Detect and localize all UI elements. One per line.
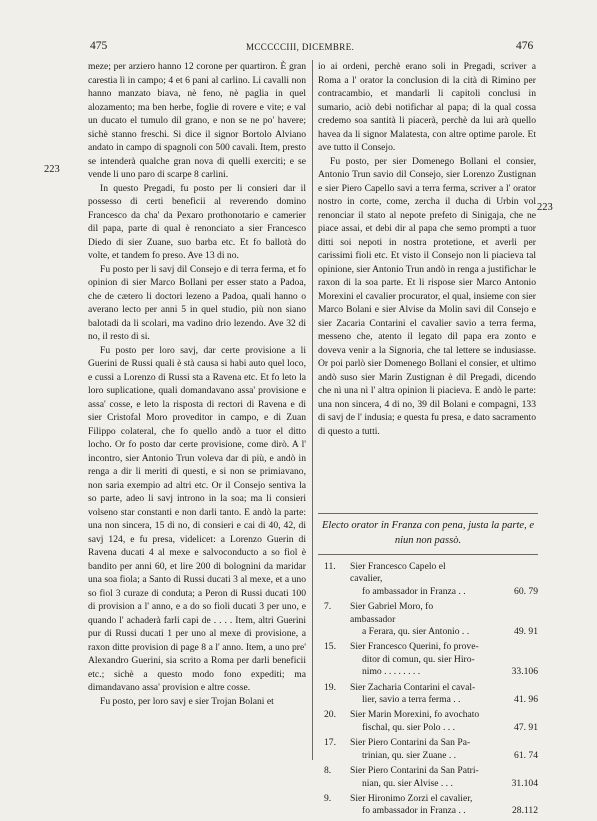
candidate-description (350, 561, 480, 598)
candidate-line: ditor di comun, qu. sier Hiro- (362, 653, 475, 665)
candidate-line: Sier Marin Morexini, fo avochato (350, 709, 480, 721)
vote-ballot-number: 8. (324, 765, 332, 777)
vote-row (318, 709, 538, 734)
vote-ballot-number: 17. (324, 737, 336, 749)
vote-result: 47. 91 (514, 721, 538, 733)
candidate-description (350, 641, 480, 678)
candidate-line: fo ambassador in Franza . . (362, 805, 466, 817)
vote-result: 31.104 (511, 777, 538, 789)
vote-ballot-number: 7. (324, 601, 332, 613)
vote-result: 49. 91 (514, 626, 538, 638)
vote-ballot-number: 9. (324, 792, 332, 804)
paragraph: meze; per arziero hanno 12 corone per quartiron. È gran carestia lì in campo; 4 et 6 pani al carlino. Li cavalli non hanno manzato biava, nè feno, nè paglia in quel alozamento; ma ben herbe, foglie di rovere e vite; e val un ducato el tumulo dil grano, e non se ne po' havere; sichè stanno freschi. Si dice il signor Bortolo Alviano andato in campo di spagnoli con 500 cavali. Item, presto se intenderà qualche gran nova di quelli exerciti; e se vende li uno paro di scarpe 8 carlini. (88, 61, 306, 180)
left-page-number: 475 (90, 40, 108, 52)
candidate-line: Sier Francesco Querini, fo prove- (350, 641, 479, 653)
right-margin-number: 223 (537, 202, 553, 213)
vote-row (318, 793, 538, 818)
vote-row (318, 601, 538, 638)
election-heading: Electo orator in Franza con pena, justa la parte, e niun non passò. (318, 513, 538, 548)
candidate-description (350, 765, 480, 790)
candidate-line: fischal, qu. sier Polo . . . (362, 721, 455, 733)
paragraph: In questo Pregadi, fu posto per li consieri dar il possesso di certi beneficii al reverendo domino Francesco da cha' da Pexaro prothonotario e camerier dil papa, parte di qual è renonciato a sier Francesco Diedo di sier Zuane, suo barba etc. Et fo ballotà do volte, et tandem fo preso. Ave 13 di no. (88, 182, 306, 261)
candidate-line: nimo . . . . . . . . (362, 666, 421, 678)
right-page-number: 476 (516, 40, 534, 52)
vote-result: 41. 96 (514, 694, 538, 706)
candidate-line: nian, qu. sier Alvise . . . (362, 777, 453, 789)
paragraph: io ai ordeni, perchè erano soli in Pregadi, scriver a Roma a l' orator la conclusion di la cità di Rimino per contracambio, et mandarli li capitoli conclusi in sumario, aciò debi notifichar al papa; di la qual cossa credemo soa santità li piacerà, perchè da lui arà quello havea da li signor Malatesta, con altre optime parole. Et ave tutto il Consejo. (318, 61, 536, 153)
vote-list (318, 561, 538, 818)
candidate-description (350, 709, 480, 734)
vote-ballot-number: 20. (324, 709, 336, 721)
paragraph: Fu posto per loro savj, dar certe provisione a li Guerini de Russi quali è stà causa si habi auto quel loco, e cussì a Lorenzo di Russi sta a Ravena etc. Et fo leto la loro suplicatione, quali domandavano assa' provisione e assa' cosse, e leto la risposta di rectori di Ravena e di sier Cristofal Moro proveditor in campo, e di Zuan Filippo colateral, che fo quello andò a tuor el ditto locho. Or fo posto dar certe provisione, come dirò. A l' incontro, sier Antonio Trun voleva dar di più, e andò in renga a dir li meriti di questi, e si non se primiavano, non saria exempio ad altri etc. Or il Consejo sentiva la so parte, adeo li savj introno in la soa; ma li consieri volseno star constanti e non darli tanto. E andò la parte: una non sincera, 15 di no, di consieri e cai di 40, 42, di savj 124, e fu presa, videlicet: a Lorenzo Guerin di Ravena ducati 4 al mexe e salvoconducto a so fiol è bandito per anni 60, et lire 200 di bolognini da maridar una soa fiola; a Santo di Russi ducati 3 al mexe, et a uno so fiol 3 curaze di conduta; a Peron di Russi ducati 100 di provision a l' anno, e a do so fioli ducati 3 per uno, e quando l' achaderà farli capi de . . . . Item, altri Guerini pur di Russi ducati 1 per uno al mexe di provisione, a raxon ditte provision di page 8 a l' anno. Item, a uno pre' Alexandro Guerini, sia scrito a Roma per darli beneficii etc.; sichè a questo modo fono expediti; ma dimandavano assa' provision e altre cosse. (88, 344, 306, 693)
vote-row (318, 682, 538, 707)
candidate-description (350, 682, 480, 707)
candidate-line: Sier Gabriel Moro, fo ambassador (350, 601, 434, 625)
vote-row (318, 561, 538, 598)
candidate-line: Sier Piero Contarini da San Patri- (350, 765, 479, 777)
candidate-line: a Ferara, qu. sier Antonio . . (362, 626, 470, 638)
candidate-description (350, 737, 480, 762)
candidate-line: lier, savio a terra ferma . . (362, 694, 461, 706)
left-column (88, 60, 306, 708)
vote-result: 33.106 (511, 666, 538, 678)
vote-row (318, 765, 538, 790)
candidate-description (350, 601, 480, 638)
candidate-line: Sier Hironimo Zorzi el cavalier, (350, 792, 473, 804)
candidate-line: Sier Francesco Capelo el cavalier, (350, 561, 446, 585)
heading-rule (318, 554, 538, 555)
candidate-line: trinian, qu. sier Zuane . . (362, 749, 457, 761)
running-header: MCCCCCIII, DICEMBRE. (246, 42, 355, 52)
vote-ballot-number: 11. (324, 561, 336, 572)
candidate-description (350, 793, 480, 818)
vote-ballot-number: 19. (324, 681, 336, 693)
candidate-line: Sier Zacharia Contarini el caval- (350, 681, 476, 693)
column-divider (312, 60, 313, 760)
vote-result: 61. 74 (514, 749, 538, 761)
left-margin-number: 223 (44, 164, 60, 175)
vote-result: 28.112 (511, 805, 538, 817)
vote-ballot-number: 15. (324, 641, 336, 653)
candidate-line: Sier Piero Contarini da San Pa- (350, 737, 471, 749)
vote-row (318, 737, 538, 762)
vote-row (318, 641, 538, 678)
candidate-line: fo ambassador in Franza . . (362, 585, 466, 597)
vote-result: 60. 79 (514, 585, 538, 597)
paragraph: Fu posto per li savj dil Consejo e di terra ferma, et fo opinion di sier Marco Bollani per esser stato a Padoa, che de cætero li doctori lezeno a Padoa, quali hanno o averano lecto per anni 5 in quel studio, più non siano balotadi da li scolari, ma vadino drio lezendo. Ave 32 di no, il resto di si. (88, 263, 306, 342)
election-section (318, 507, 538, 821)
paragraph: Fu posto, per sier Domenego Bollani el consier, Antonio Trun savio dil Consejo, sier Lorenzo Zustignan e sier Piero Capello savi a terra ferma, scriver a l' orator nostro in corte, come, zercha il ducha di Urbin vol renonciar il stato al nepote prefeto di Sinigaja, che ne piace assai, et debi dir al papa che semo prompti a tuor ditti soi nepoti in nostra protetione, et averli per carissimi fioli etc. Et visto il Consejo non li piacieva tal opinione, sier Antonio Trun andò in renga a justifichar le raxon di la soa parte. Et li rispose sier Marco Antonio Morexini el cavalier procurator, el qual, insieme con sier Marco Bolani e sier Alvise da Molin savi dil Consejo e sier Zacaria Contarini el cavalier savio a terra ferma, messeno che, atento il legato dil papa era zonto e doveva venir a la Signoria, che tal lettere se indusiasse. Or poi parlò sier Domenego Bollani el consier, et ultimo andò suso sier Marin Zustignan è dil Pregadi, dicendo che nì una nì l' altra opinion li piacieva. E andò le parte: una non sincera, 4 di no, 39 dil Bolani e compagni, 133 di savj de l' indusia; e questa fu presa, e dato sacramento di questo a tutti. (318, 155, 536, 437)
right-column (318, 60, 536, 438)
paragraph: Fu posto, per loro savj e sier Trojan Bolani et (100, 695, 274, 707)
